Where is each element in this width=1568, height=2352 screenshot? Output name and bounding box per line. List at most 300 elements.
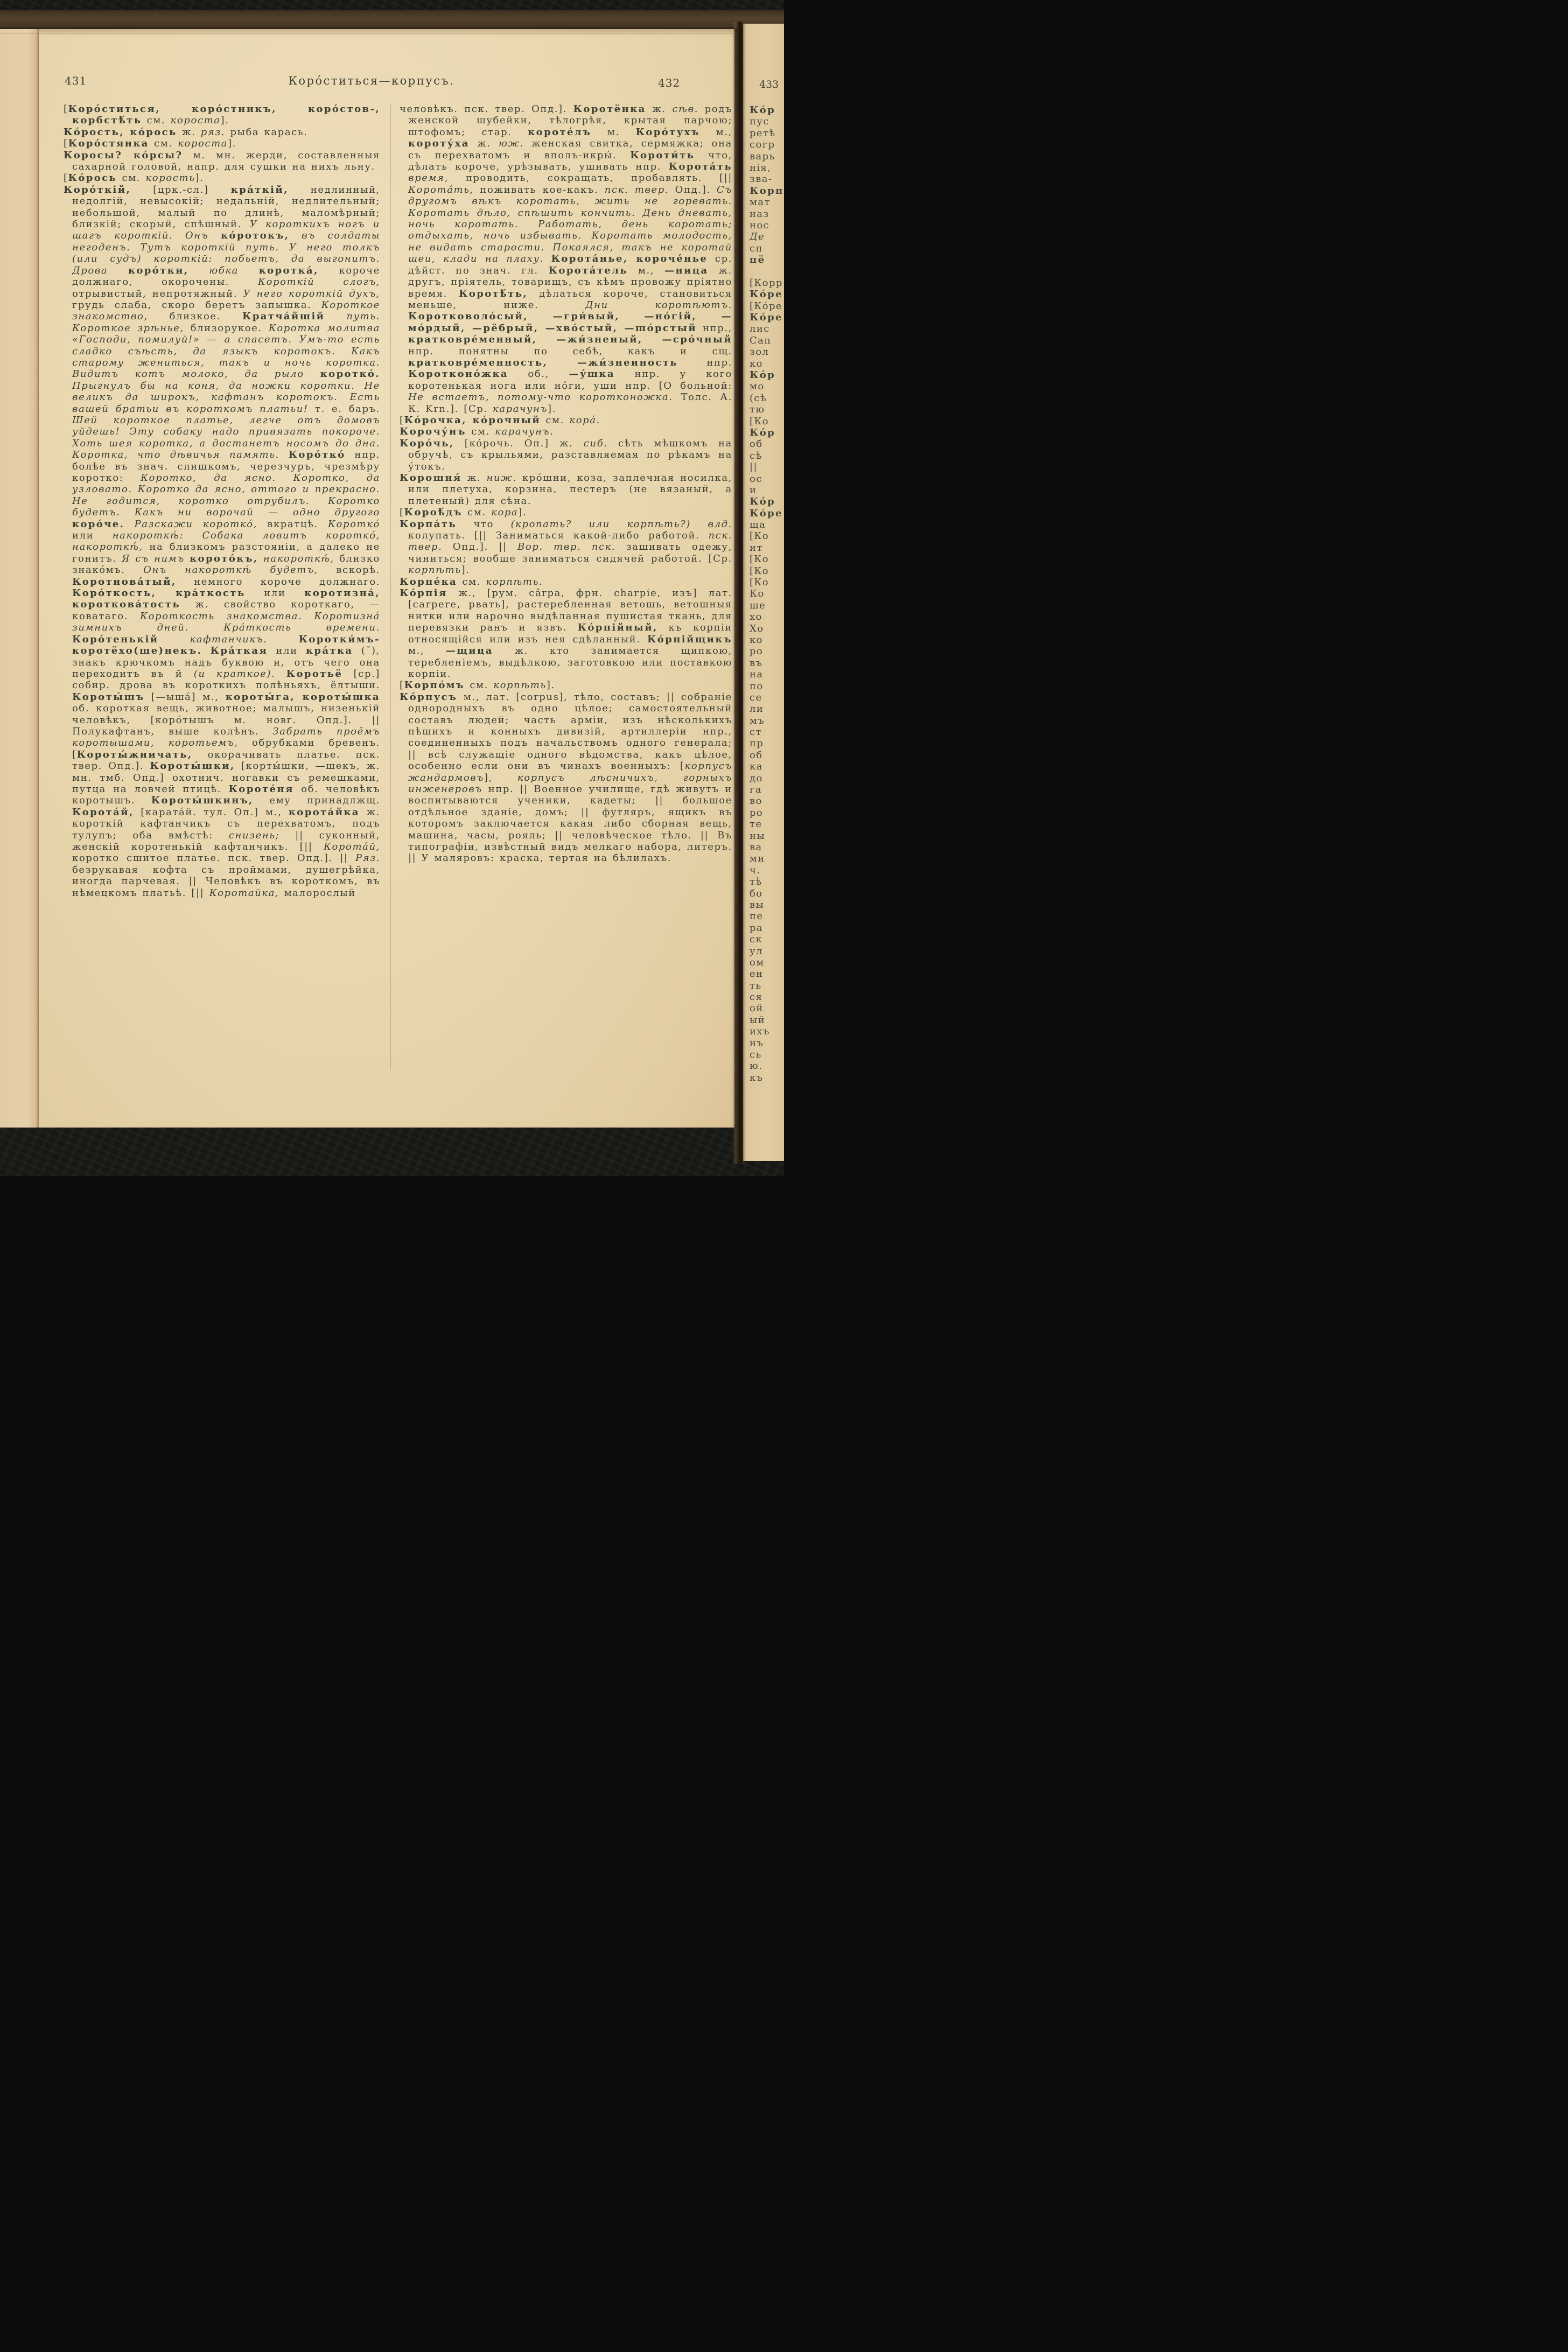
headword: Коро́тенькій (72, 633, 159, 645)
cut-off-text-fragment-run: варь (750, 150, 775, 162)
example-text: короста (170, 115, 221, 127)
headword: Коротьё (286, 668, 343, 680)
cut-off-text-fragment-run: ретѣ (750, 127, 776, 139)
cut-off-text-fragment-run: Сап (750, 334, 772, 346)
cut-off-text-fragment (750, 1026, 784, 1037)
definition-text: || суконный, женскій коротенькій кафтанчикъ. [|| (72, 829, 380, 852)
example-text: кора́. (569, 414, 600, 426)
cut-off-text-fragment-run: Ко́р (750, 369, 776, 381)
example-text: снизень; (228, 829, 280, 841)
definition-text: м., лат. [corpus], тѣло, составъ; || собраніе однородныхъ въ одно цѣлое; самостоятельный составъ людей; часть арміи, изъ нѣсколькихъ пѣшихъ и конныхъ дивизій, артиллеріи нпр., соединенныхъ подъ начальствомъ одного генерала; || всѣ служащіе одного вѣдомства, какъ цѣлое, особенно если они въ чинахъ военныхъ: [ (408, 691, 732, 772)
cut-off-text-fragment-run: ли (750, 703, 764, 715)
cut-off-text-fragment (750, 750, 784, 761)
definition-text: об. короткая вещь, животное; малышъ, низенькій человѣкъ, [коро́тышъ м. новг. Опд.]. || Полукафтанъ, выше колѣнъ. (72, 703, 380, 737)
cut-off-text-fragment-run: ко (750, 358, 763, 369)
definition-text: ]. (546, 680, 555, 691)
headword: коро́че. (72, 518, 125, 530)
next-page-column-fragments (750, 104, 784, 1083)
definition-text: ], (484, 772, 517, 783)
definition-text: на близкомъ разстояніи, а далеко не гонитъ. (72, 541, 380, 564)
headword: кратковре́менность, —жи́зненность (408, 356, 678, 368)
cut-off-text-fragment-run: мат (750, 197, 771, 208)
headword: Коротки́мъ-коротёхо(ше)некъ. (72, 633, 380, 657)
cut-off-text-fragment-run: Ко (750, 588, 765, 600)
cut-off-text-fragment (750, 381, 784, 392)
headword: Ко́рось (68, 172, 117, 184)
definition-text: [—ыша́] м., (144, 691, 226, 703)
example-text: карачунъ (492, 403, 548, 415)
definition-text: ж. (461, 472, 487, 484)
headword: Кратча́йшій (242, 311, 325, 323)
cut-off-text-fragment-run: нос (750, 219, 770, 231)
cut-off-text-fragment (750, 289, 784, 300)
cut-off-text-fragment (750, 830, 784, 842)
example-text: корпѣть. (486, 576, 543, 587)
example-text: корость (145, 172, 195, 184)
headword: Коро́ститься, коро́стникъ, коро́стов-, корбстѣ́ть (68, 103, 380, 127)
example-text: сѣв. (672, 103, 699, 115)
example-text: короста (178, 138, 228, 150)
definition-text: см. (457, 576, 486, 587)
headword: Коро́чь, (400, 437, 454, 449)
headword: Ко́рпійный, (577, 622, 658, 634)
headword: Короты́шкинъ, (151, 795, 254, 807)
definition-text: ]. (195, 172, 204, 184)
example-text: карачунъ. (495, 426, 554, 438)
headword: Коро́стянка (68, 138, 149, 150)
cut-off-text-fragment (750, 243, 784, 254)
example-text: юбка (188, 264, 259, 276)
definition-text: [ко́рочь. Оп.] ж. (454, 437, 584, 449)
definition-text: (˘), знакъ крючкомъ надъ буквою и, отъ чего она переходитъ въ й (72, 645, 380, 680)
headword: кра́тка (306, 645, 353, 657)
dictionary-entry (400, 519, 732, 576)
cut-off-text-fragment-run: ю. (750, 1060, 763, 1072)
definition-text: грудь слаба, скоро беретъ запышка. (72, 299, 321, 311)
definition-text: [ (400, 414, 404, 426)
headword: Корпо́мъ (404, 680, 465, 691)
example-text: Прыгнулъ бы на коня, да ножки коротки. Не великъ да широкъ, кафтанъ коротокъ. Есть вашей братьи въ короткомъ платьи! (72, 380, 380, 415)
cut-off-text-fragment-run: и (750, 484, 757, 496)
cut-off-text-fragment-run: ны (750, 830, 766, 842)
definition-text: [ (400, 507, 404, 519)
cut-off-text-fragment (750, 151, 784, 162)
dictionary-entry (400, 103, 732, 415)
cut-off-text-fragment (750, 508, 784, 519)
definition-text: ж. короткій кафтанчикъ съ перехватомъ, подъ тулупъ; оба вмѣстѣ: (72, 806, 380, 841)
definition-text: женская свитка, сермяжка; она съ перехватомъ и вполъ-икры́. (408, 138, 732, 161)
definition-text: окорачивать платье. пск. твер. Опд.]. (72, 748, 380, 772)
headword: Короты́шъ (72, 691, 145, 703)
definition-text: нпр. || Военное училище, гдѣ живутъ и воспитываются ученики, кадеты; || большое отдѣльное зданіе, домъ; || футляръ, ящикъ въ которомъ заключается какая либо сборная вещь, машина, часы, рояль; || человѣческое тѣло. || Въ типографіи, извѣстный видъ мелкаго набора, литеръ. || У маляровъ: краска, тертая на бѣлилахъ. (408, 783, 732, 864)
definition-text: об., (508, 368, 569, 380)
headword: Корошня́ (400, 472, 462, 484)
example-text: ниж. (486, 472, 517, 484)
headword: коротка́, (258, 264, 319, 276)
dictionary-entry (64, 127, 380, 138)
cut-off-text-fragment-run: согр (750, 139, 775, 151)
definition-text: что (456, 518, 511, 530)
dictionary-entry (64, 184, 380, 899)
headword: —ница (664, 264, 709, 276)
example-text: путь. Короткое зрѣнье, (72, 311, 380, 334)
cut-off-text-fragment (750, 784, 784, 795)
headword: Коро́ткость, кра́ткость (72, 587, 246, 599)
example-text: У короткихъ ногъ и шагъ короткій. Онъ (72, 219, 380, 242)
definition-text: Толс. А. К. Krn.]. [Ср. (408, 391, 732, 415)
definition-text: см. (466, 426, 495, 438)
cut-off-text-fragment-run: ми (750, 853, 765, 865)
headword: коротко́. (320, 368, 380, 380)
cut-off-text-fragment-run: [Ко (750, 577, 769, 589)
cut-off-text-fragment-run: тю (750, 404, 765, 416)
cut-off-text-fragment-run: Ко́ре (750, 289, 783, 300)
cut-off-text-fragment-run: об (750, 749, 763, 761)
cut-off-text-fragment-run: зва- (750, 173, 773, 185)
cut-off-text-fragment-run: ск (750, 934, 763, 946)
running-title: Коро́ститься—корпусъ. (288, 74, 455, 87)
cut-off-text-fragment (750, 519, 784, 530)
headword: Короти́ть (630, 149, 695, 161)
cut-off-text-fragment (750, 438, 784, 450)
definition-text: м., (408, 645, 446, 657)
next-page-sliver (743, 24, 784, 1161)
definition-text: коротко сшитое платье. пск. твер. Опд.]. || (72, 852, 356, 864)
cut-off-text-fragment-run: ко (750, 634, 763, 646)
example-text: Съ другомъ вѣкъ коротать, жить не горевать. Коротать дѣло, спѣшить кончить. День дневать, ночь коротать. Работать, день коротать; отдыхать, ночь избывать. Коротать молодость, не видать старости. Покаялся, такъ не коротай шеи, клади на плаху. (408, 184, 732, 265)
definition-text: [корты́шки, —шекъ, ж. мн. тмб. Опд.] охотнич. ногавки съ ремешками, путца на ловчей птицѣ. (72, 760, 380, 795)
cut-off-text-fragment-run: во (750, 795, 762, 807)
headword: —у́шка (569, 368, 615, 380)
definition-text: или (245, 587, 305, 599)
definition-text: [ (400, 680, 404, 691)
cut-off-text-fragment (750, 669, 784, 680)
cut-off-text-fragment (750, 611, 784, 622)
definition-text: м. (591, 126, 636, 138)
headword: Короѣ́дъ (404, 507, 463, 519)
example-text: У него короткій духъ, (243, 288, 380, 299)
cut-off-text-fragment (750, 173, 784, 185)
cut-off-text-fragment (750, 1072, 784, 1083)
definition-text: Опд.]. (669, 184, 717, 195)
definition-text: обрубками бревенъ. [ (72, 737, 380, 760)
cut-off-text-fragment (750, 197, 784, 208)
headword: Корпа́ть (400, 518, 457, 530)
definition-text: ж., [рум. cârpa, фрн. charpie, изъ] лат. [carpere, рвать], растеребленная ветошь, ветошныя нитки или нарочно выдѣланная пушистая ткань, для перевязки ранъ и язвъ. (408, 587, 732, 634)
cut-off-text-fragment (750, 646, 784, 657)
headword: Ко́рпійщикъ (647, 633, 732, 645)
headword: Корочу́нъ (400, 426, 466, 438)
cut-off-text-fragment-run: [Корр (750, 277, 783, 289)
cut-off-text-fragment (750, 623, 784, 634)
cut-off-text-fragment (750, 116, 784, 127)
cut-off-text-fragment (750, 220, 784, 231)
definition-text: [ (64, 103, 68, 115)
cut-off-text-fragment (750, 922, 784, 934)
cut-off-text-fragment (750, 162, 784, 173)
cut-off-text-fragment-run: ит (750, 542, 763, 554)
headword: Коротёнка (573, 103, 646, 115)
cut-off-text-fragment (750, 461, 784, 473)
definition-text: ж. другъ, пріятель, товарищъ, съ кѣмъ провожу пріятно время. (408, 264, 732, 299)
example-text: Вор. твр. пск. (517, 541, 616, 553)
cut-off-text-fragment-run: [Ко́ре (750, 300, 782, 312)
headword: короту́ха (408, 138, 470, 150)
definition-text: см. (465, 680, 494, 691)
cut-off-text-fragment (750, 1014, 784, 1026)
example-text: накороткѣ́, (258, 552, 334, 564)
cut-off-text-fragment (750, 496, 784, 507)
cut-off-text-fragment (750, 657, 784, 669)
definition-text: малорослый (279, 887, 356, 899)
column-right (400, 103, 732, 1094)
cut-off-text-fragment-run: га (750, 784, 762, 796)
example-text: Короткій слогъ, (258, 276, 380, 288)
cut-off-text-fragment (750, 231, 784, 242)
cut-off-text-fragment (750, 600, 784, 611)
headword: Корота́нье, короче́нье (551, 253, 708, 265)
cut-off-text-fragment (750, 715, 784, 726)
definition-text: [ (64, 172, 68, 184)
cut-off-text-fragment-run: мо (750, 381, 765, 393)
cut-off-text-fragment (750, 346, 784, 358)
definition-text: вкратцѣ. (257, 518, 328, 530)
definition-text: ср. дѣйст. по знач. гл. (408, 253, 732, 276)
headword: Коро́тухъ (635, 126, 700, 138)
example-text: сиб. (583, 437, 608, 449)
definition-text: родъ женской шубейки, тѣлогрѣя, крытая парчою; штофомъ; стар. (408, 103, 732, 138)
definition-text: дѣлаться короче, становиться меньше, ниже. (408, 288, 732, 311)
definition-text: поживать кое-какъ. (473, 184, 605, 195)
dictionary-entry (400, 507, 732, 518)
cut-off-text-fragment (750, 1038, 784, 1049)
cut-off-text-fragment (750, 393, 784, 404)
cut-off-text-fragment-run: ща (750, 519, 766, 531)
definition-text: рыба карась. (225, 126, 308, 138)
cut-off-text-fragment-run: те (750, 818, 762, 830)
definition-text: [ (64, 138, 68, 150)
cut-off-text-fragment-run: ро (750, 646, 764, 657)
example-text: Забрать проёмъ коротышами, коротьемъ, (72, 725, 380, 749)
example-text: Коротка молитва «Господи, помилуй!» — а спасетъ. Умъ-то есть сладко съѣсть, да языкъ коротокъ. Какъ старому жениться, такъ и ночь коротка. Видитъ котъ молоко, да рыло (72, 322, 380, 380)
cut-off-text-fragment-run: Корп (750, 185, 784, 197)
headword: Ко́рпія (400, 587, 447, 599)
definition-text: колупать. [|| Заниматься какой-либо работой. (408, 530, 709, 542)
cut-off-text-fragment (750, 888, 784, 899)
definition-text: нпр. понятны по себѣ, какъ и сщ. (408, 345, 732, 357)
cut-off-text-fragment-run: пр (750, 738, 764, 750)
dictionary-entry (64, 172, 380, 184)
example-text: Коротко́ (328, 518, 380, 530)
definition-text: недлинный, недолгій, невысокій; недальній, недлительный; небольшой, малый по длинѣ, маломѣрный; близкій; скорый, спѣшный. (72, 184, 380, 230)
headword: Корота́й, (72, 806, 134, 818)
definition-text: ]. (548, 403, 556, 415)
headword: Коротковоло́сый, —гри́вый, —но́гій, —мо́рдый, —рёбрый, —хво́стый, —шо́рстый (408, 311, 732, 334)
example-text: ряз. (200, 126, 226, 138)
cut-off-text-fragment-run: ул (750, 945, 763, 957)
cut-off-text-fragment (750, 312, 784, 323)
headword: Короте́ня (228, 783, 294, 795)
definition-text: ж. кто занимается щипкою, теребленіемъ, выдѣлкою, заготовкою или поставкою корпіи. (408, 645, 732, 680)
example-text: время, (408, 172, 449, 184)
headword: Корота́ть (668, 161, 732, 173)
definition-text: [карата́й. тул. Оп.] м., (134, 806, 289, 818)
headword: Коро́тко́ (288, 449, 346, 461)
cut-off-text-fragment-run: ос (750, 473, 762, 485)
cut-off-text-fragment (750, 416, 784, 427)
cut-off-text-fragment (750, 404, 784, 415)
headword: Коротконо́жка (408, 368, 508, 380)
definition-text: см. (117, 172, 146, 184)
cut-off-text-fragment-run: (сѣ (750, 392, 767, 404)
page-gutter-shadow (732, 22, 745, 1164)
cut-off-text-fragment (750, 761, 784, 772)
headword: короты́га, короты́шка (225, 691, 380, 703)
page-number-left: 431 (65, 74, 87, 87)
example-text: корпусъ жандармовъ (408, 760, 732, 783)
definition-text: что, дѣлать короче, урѣзывать, ушивать нпр. (408, 149, 732, 173)
cut-off-text-fragment-run: тѣ (750, 876, 762, 888)
cut-off-text-fragment-run: ра (750, 922, 764, 934)
definition-text: къ корпіи относящійся или изъ нея сдѣланный. (408, 622, 732, 645)
example-text: Онъ накороткѣ́ будетъ, (143, 564, 318, 576)
headword: корота́йка (288, 806, 360, 818)
dictionary-entry (64, 103, 380, 127)
definition-text: зашивать одежу, чиниться; вообще заниматься сидячей работой. [Ср. (408, 541, 732, 564)
headword: Ко́рочка, ко́рочный (404, 414, 541, 426)
definition-text: нпр., (697, 322, 732, 334)
definition-text: ж. (646, 103, 673, 115)
definition-text: ж. свойство короткаго, —коватаго. (72, 599, 380, 622)
cut-off-text-fragment (750, 473, 784, 485)
page-stack-edge (0, 29, 39, 1128)
cut-off-text-fragment-run: [Ко (750, 415, 769, 427)
cut-off-text-fragment-run: къ (750, 1072, 764, 1083)
definition-text: см. (149, 138, 178, 150)
example-text: Ряз. (355, 852, 380, 864)
definition-text: об. человѣкъ коротышъ. (72, 783, 380, 807)
definition-text: [ср.] собир. дрова въ короткихъ полѣньяхъ, ёлтыши. (72, 668, 380, 691)
cut-off-text-fragment (750, 726, 784, 738)
cut-off-text-fragment-run: об (750, 438, 763, 450)
headword: коротизна́, коротковáтость (72, 587, 380, 611)
cut-off-text-fragment-run: нъ (750, 1037, 764, 1049)
cut-off-text-fragment-run: ый (750, 1014, 766, 1026)
example-text: пск. твер. (408, 530, 732, 553)
cut-off-text-fragment (750, 991, 784, 1003)
cut-off-text-fragment-run: Ко́ре (750, 312, 783, 324)
definition-text: см. (541, 414, 570, 426)
definition-text: см. (462, 507, 492, 519)
cut-off-text-fragment (750, 185, 784, 197)
example-text: накороткѣ́: Собака ловитъ коротко́, накороткѣ́, (72, 530, 380, 553)
cut-off-text-fragment-run: Ко́р (750, 496, 776, 508)
cut-off-text-fragment-run: хо (750, 611, 762, 623)
cut-off-text-fragment (750, 128, 784, 139)
dictionary-entry (400, 472, 732, 507)
definition-text: ]. (518, 507, 527, 519)
headword: кратковре́менный, —жи́зненый, —сро́чный (408, 334, 732, 346)
cut-off-text-fragment (750, 427, 784, 438)
definition-text: кро́шни, коза, заплечная носилка, или плетуха, корзина, пестеръ (не вязаный, а плетеный) для сѣна. (408, 472, 732, 507)
definition-text: проводить, сокращать, пробавлять. [|| (448, 172, 732, 184)
cut-off-text-fragment (750, 946, 784, 957)
cut-off-text-fragment-run: || (750, 461, 758, 473)
definition-text: нпр. у кого коротенькая нога или но́ги, уши нпр. [О больной: (408, 368, 732, 391)
definition-text: ж. (469, 138, 499, 150)
definition-text: ему принадлжщ. (253, 795, 380, 807)
cut-off-text-fragment-run: ом (750, 956, 765, 968)
cut-off-text-fragment (750, 450, 784, 461)
cut-off-text-fragment (750, 254, 784, 265)
example-text: Не встаетъ, потому-что коротконожка. (408, 391, 673, 403)
cut-off-text-fragment-run: ихъ (750, 1026, 770, 1038)
cut-off-text-fragment-run: ше (750, 599, 766, 611)
dictionary-entry (400, 691, 732, 864)
headword: Кра́ткая (210, 645, 268, 657)
definition-text: или (72, 530, 113, 542)
cut-off-text-fragment (750, 554, 784, 565)
cut-off-text-fragment (750, 899, 784, 911)
cut-off-text-fragment (750, 358, 784, 369)
cut-off-text-fragment (750, 681, 784, 692)
definition-text (202, 645, 210, 656)
example-text: Корота́ть, (408, 184, 474, 195)
dictionary-entry (400, 415, 732, 426)
definition-text: см. (142, 115, 171, 127)
cut-off-text-fragment (750, 369, 784, 381)
headword: Коросы? ко́рсы? (64, 149, 183, 161)
headword: корото́къ, (190, 552, 258, 564)
cut-off-text-fragment-run: вы (750, 899, 765, 911)
cut-off-text-fragment (750, 634, 784, 646)
page-number-right: 432 (658, 76, 681, 89)
cut-off-text-fragment-run: ч. (750, 864, 761, 876)
example-text: Дни коротѣютъ. (585, 299, 732, 311)
cut-off-text-fragment-run: ка (750, 761, 763, 773)
definition-text: т. е. баръ. (308, 403, 380, 415)
cut-off-text-fragment (750, 323, 784, 334)
definition-text: человѣкъ. пск. твер. Опд.]. (400, 103, 573, 115)
cut-off-text-fragment-run: сь (750, 1049, 762, 1061)
cut-off-text-fragment (750, 795, 784, 807)
cut-off-text-fragment-run: мъ (750, 715, 765, 726)
definition-text: ж. (177, 126, 201, 138)
cut-off-text-fragment (750, 957, 784, 968)
cut-off-text-fragment (750, 1060, 784, 1072)
cut-off-text-fragment-run: сѣ (750, 450, 762, 461)
cut-off-text-fragment (750, 277, 784, 289)
book-scan (0, 0, 784, 1176)
cut-off-text-fragment-run: ст (750, 726, 762, 738)
headword: Коротнова́тый, (72, 576, 177, 587)
example-text: юж. (499, 138, 524, 150)
dictionary-entry (64, 150, 380, 173)
cut-off-text-fragment-run: пё (750, 254, 766, 266)
cut-off-text-fragment (750, 968, 784, 979)
example-text: (и краткое). (193, 668, 276, 680)
cut-off-text-fragment (750, 139, 784, 150)
cut-off-text-fragment-run: Ко́ре (750, 507, 783, 519)
definition-text: нпр. болѣе въ знач. слишкомъ, черезчуръ, чрезмѣру коротко: (72, 449, 380, 484)
cut-off-text-fragment (750, 300, 784, 312)
cut-off-text-fragment-run: се (750, 691, 762, 703)
example-text: кафтанчикъ. (158, 633, 299, 645)
definition-text: близко знако́мъ. (72, 552, 380, 576)
cut-off-text-fragment-run: пе (750, 911, 764, 922)
example-text: Короткое знакомство, (72, 299, 380, 323)
cut-off-text-fragment-run: нія, (750, 162, 772, 173)
